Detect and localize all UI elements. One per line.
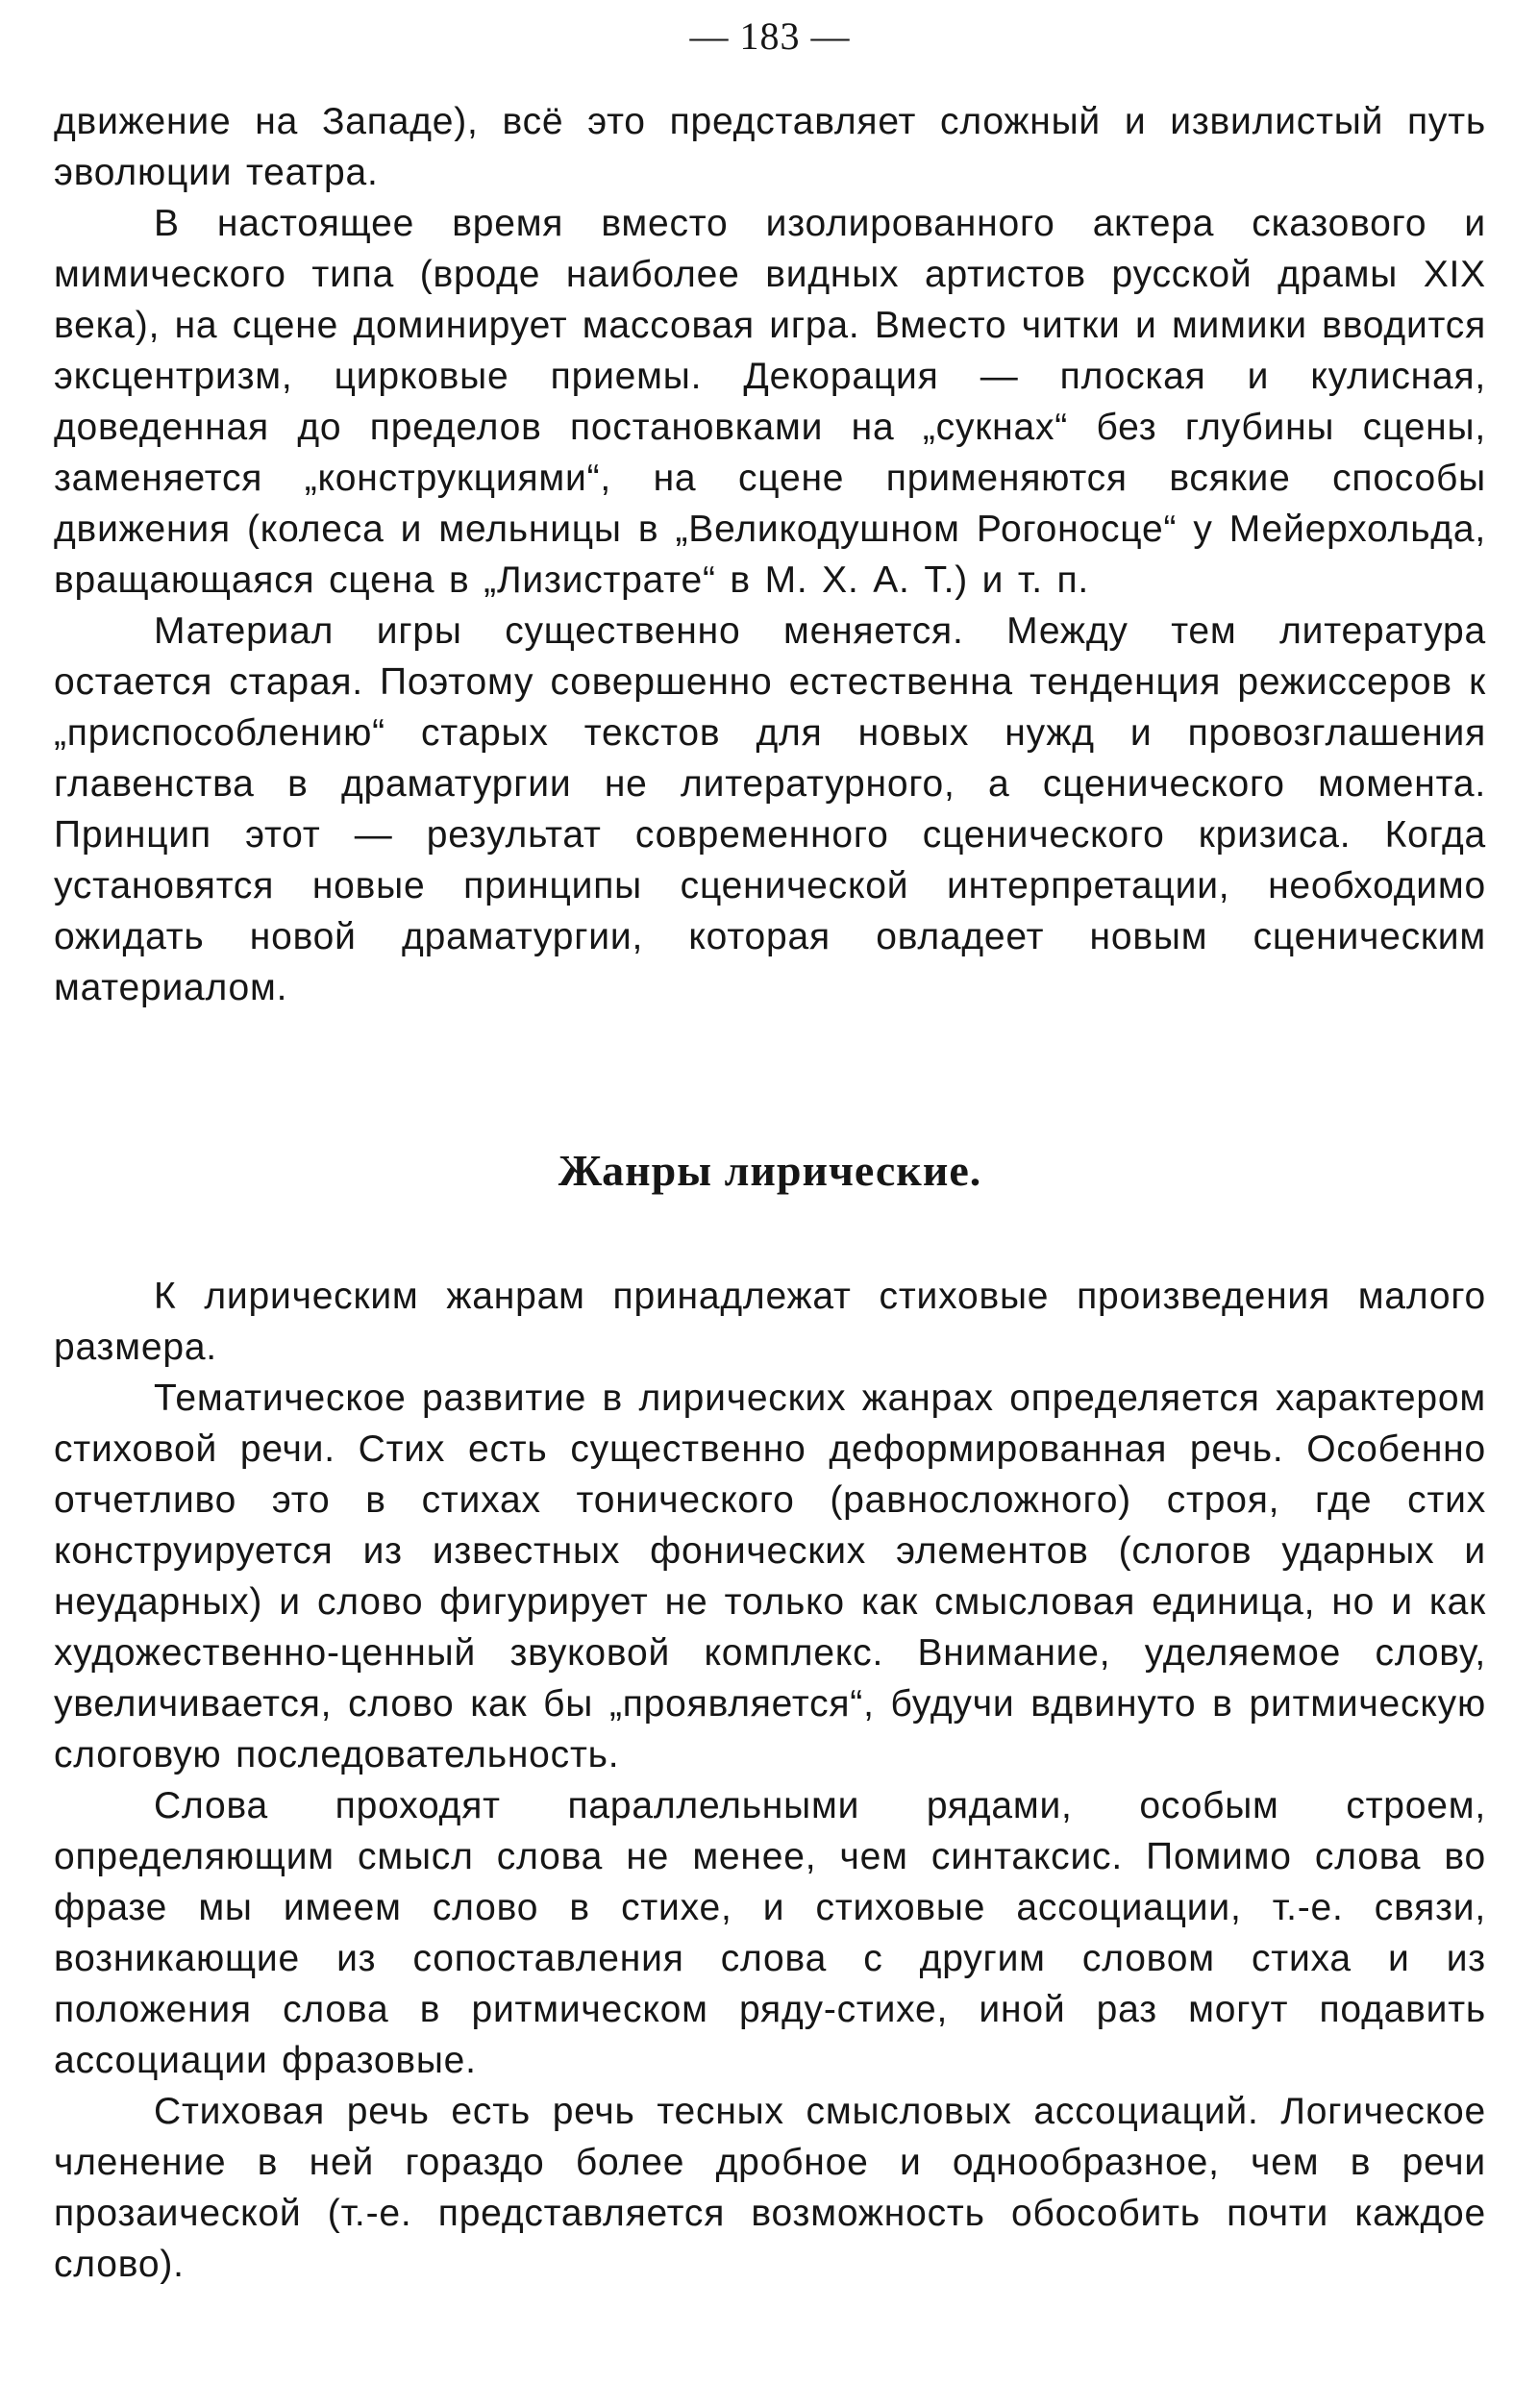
- paragraph-thematic-development: Тематическое развитие в лирических жанрах определяется характером стиховой речи. Стих есть существенно деформированная речь. Особенно отчетливо это в стихах тонического (равносложного) строя, где стих конструируется из известных фонических элементов (слогов ударных и неударных) и слово фигурирует не только как смысловая единица, но и как художественно-ценный звуковой комплекс. Внимание, уделяемое слову, увеличивается, слово как бы „проявляется“, будучи вдвинуто в ритмическую слоговую последовательность.: [54, 1378, 1486, 1775]
- paragraph-modern-stage: В настоящее время вместо изолированного актера сказового и мимического типа (вроде наиболее видных артистов русской драмы XIX века), на сцене доминирует массовая игра. Вместо читки и мимики вводится эксцентризм, цирковые приемы. Декорация — плоская и кулисная, доведенная до пределов постановками на „сукнах“ без глубины сцены, заменяется „конструкциями“, на сцене применяются всякие способы движения (колеса и мельницы в „Великодушном Рогоносце“ у Мейерхольда, вращающаяся сцена в „Лизистрате“ в М. Х. А. Т.) и т. п.: [54, 203, 1486, 601]
- paragraph-continuation: движение на Западе), всё это представляет сложный и извилистый путь эволюции театра.: [54, 101, 1486, 193]
- section-lyric-genres-text: [54, 1271, 1486, 2290]
- paragraph-play-material: Материал игры существенно меняется. Между тем литература остается старая. Поэтому совершенно естественна тенденция режиссеров к „приспособлению“ старых текстов для новых нужд и провозглашения главенства в драматургии не литературного, а сценического момента. Принцип этот — результат современного сценического кризиса. Когда установятся новые принципы сценической интерпретации, необходимо ожидать новой драматургии, которая овладеет новым сценическим материалом.: [54, 610, 1486, 1008]
- section-theatre-text: [54, 96, 1486, 1013]
- paragraph-verse-speech: Стиховая речь есть речь тесных смысловых ассоциаций. Логическое членение в ней гораздо более дробное и однообразное, чем в речи прозаической (т.-е. представляется возможность обособить почти каждое слово).: [54, 2091, 1486, 2285]
- section-heading: Жанры лирические.: [558, 1146, 982, 1195]
- paragraph-lyric-definition: К лирическим жанрам принадлежат стиховые произведения малого размера.: [54, 1276, 1486, 1368]
- page-number: — 183 —: [689, 14, 851, 58]
- paragraph-parallel-rows: Слова проходят параллельными рядами, особым строем, определяющим смысл слова не менее, чем синтаксис. Помимо слова во фразе мы имеем слово в стихе, и стиховые ассоциации, т.-е. связи, возникающие из сопоставления слова с другим словом стиха и из положения слова в ритмическом ряду-стихе, иной раз могут подавить ассоциации фразовые.: [54, 1785, 1486, 2081]
